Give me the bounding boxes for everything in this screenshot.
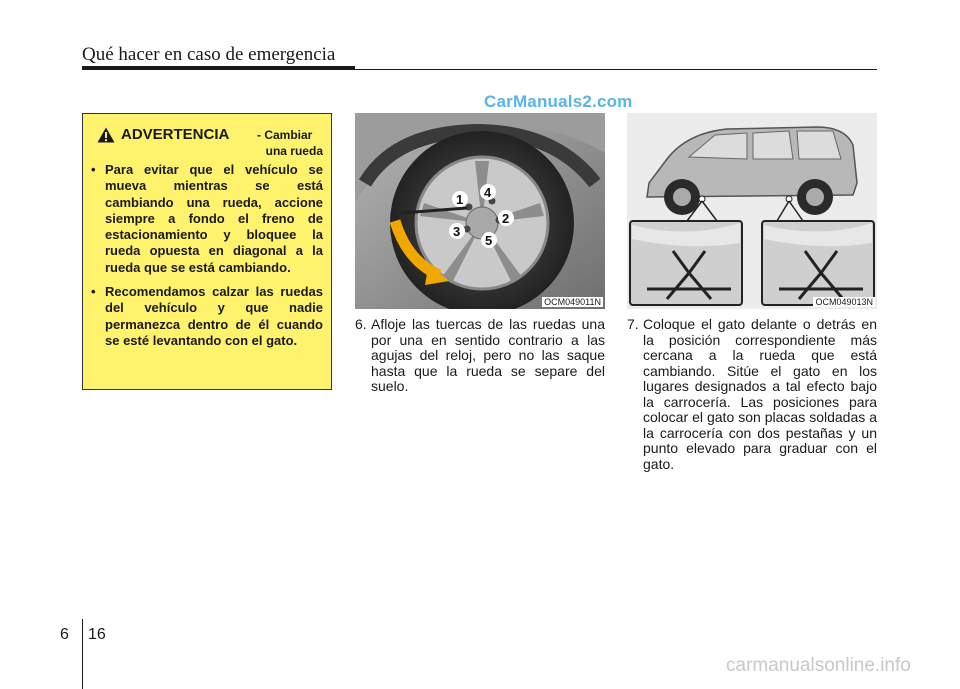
watermark-carmanualsonline[interactable]: carmanualsonline.info <box>726 655 911 676</box>
nut-label: 5 <box>485 233 493 248</box>
step-7-number: 7. <box>627 316 639 332</box>
car-jack-illustration <box>627 113 877 309</box>
figure-jack-positions <box>627 113 877 309</box>
step-6 <box>355 317 605 395</box>
warning-triangle-icon <box>97 127 115 143</box>
page-header-title: Qué hacer en caso de emergencia <box>82 44 336 65</box>
figure-wheel-nuts <box>355 113 605 309</box>
nut-label: 2 <box>502 211 510 226</box>
header-rule-thin <box>355 69 877 70</box>
figure1-code: OCM049011N <box>544 297 601 307</box>
nut-label: 4 <box>484 185 492 200</box>
warning-item: • Recomendamos calzar las ruedas del vehículo y que nadie permanezca dentro de él cuando se esté levantando con el gato. <box>91 284 323 348</box>
warning-subtitle-line1: - Cambiar <box>257 128 313 142</box>
step-6-text: Afloje las tuercas de las ruedas una por una en sentido contrario a las agujas del reloj, pero no las saque hasta que la rueda se separe del suelo. <box>371 316 605 394</box>
step-7-text: Coloque el gato delante o detrás en la posición correspondiente más cercana a la rueda que está cambiando. Sitúe el gato en los lugares designados a tal efecto bajo la carrocería. Las posiciones para colocar el gato son placas soldadas a la carrocería con dos pestañas y un punto elevado para graduar con el gato. <box>643 316 877 472</box>
footer-rule <box>82 619 83 689</box>
footer-chapter-number: 6 <box>60 626 69 643</box>
watermark-carmanuals2[interactable]: CarManuals2.com <box>484 92 633 111</box>
warning-item: • Para evitar que el vehículo se mueva mientras se está cambiando una rueda, accione siempre a fondo el freno de estacionamiento y bloquee la rueda opuesta en diagonal a la rueda que se está cambiando. <box>91 162 323 275</box>
nut-label: 1 <box>456 192 464 207</box>
nut-label: 3 <box>453 224 461 239</box>
footer-page-number: 16 <box>88 626 106 643</box>
bullet-icon: • <box>91 162 96 177</box>
bullet-icon: • <box>91 284 96 300</box>
warning-title: ADVERTENCIA <box>121 126 230 143</box>
step-7 <box>627 317 877 472</box>
header-rule-thick <box>82 66 355 70</box>
wheel-illustration <box>355 113 605 309</box>
warning-box <box>82 113 332 390</box>
warning-subtitle-line2: una rueda <box>265 144 323 158</box>
figure2-code: OCM049013N <box>815 297 873 307</box>
warning-list <box>91 162 323 357</box>
step-6-number: 6. <box>355 316 367 332</box>
